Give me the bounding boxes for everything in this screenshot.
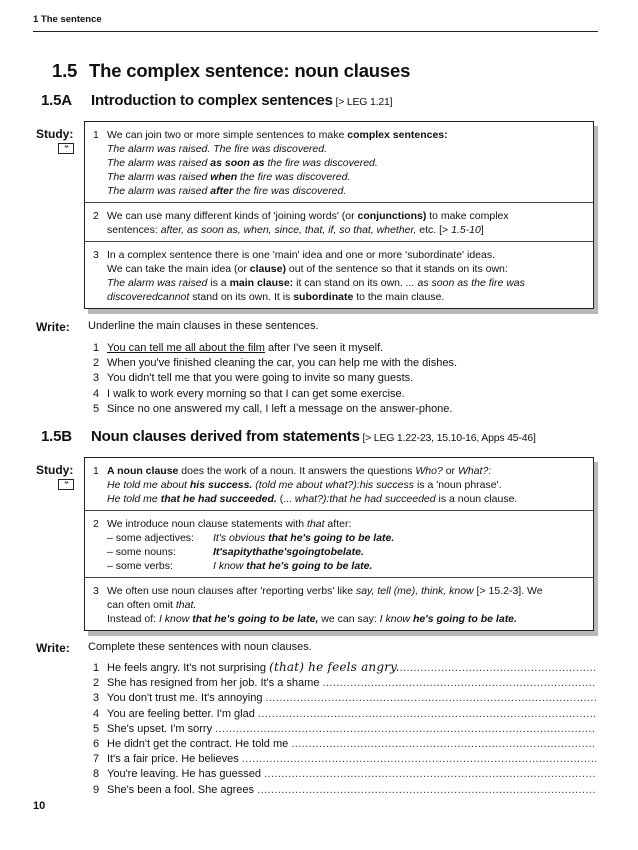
- exercise-a-4: 4 I walk to work every morning so that I can get some exercise.: [93, 387, 405, 400]
- study-a-point-2: 2 We can use many different kinds of 'joining words' (or conjunctions) to make complex sentences: after, as soon as, when, since, that, if, so that, whether, etc. [> 1.5-10]: [85, 202, 593, 241]
- exercise-b-9[interactable]: 9 She's been a fool. She agrees ..................................................................................................: [93, 783, 596, 796]
- study-label-a: Study:: [36, 127, 74, 141]
- section-a-title: Introduction to complex sentences: [91, 92, 333, 109]
- instruction-a: Underline the main clauses in these sentences.: [88, 320, 319, 332]
- exercise-b-1[interactable]: 1 He feels angry. It's not surprising (that) he feels angry..........................................................: [93, 660, 597, 674]
- exercise-b-6[interactable]: 6 He didn't get the contract. He told me ........................................................................................: [93, 738, 596, 751]
- section-a-ref: [> LEG 1.21]: [335, 96, 393, 108]
- section-b-ref: [> LEG 1.22-23, 15.10-16, Apps 45-46]: [362, 432, 536, 444]
- header-rule: [33, 31, 598, 32]
- instruction-b: Complete these sentences with noun clauses.: [88, 641, 312, 653]
- difficulty-stars-a: **: [58, 143, 74, 154]
- exercise-a-1: 1 You can tell me all about the film after I've seen it myself.: [93, 342, 384, 354]
- title-text: The complex sentence: noun clauses: [89, 60, 411, 81]
- exercise-b-8[interactable]: 8 You're leaving. He has guessed ................................................................................................: [93, 768, 596, 781]
- section-b-number: 1.5B: [41, 428, 72, 445]
- page-number: 10: [33, 800, 46, 812]
- title-number: 1.5: [52, 60, 78, 81]
- running-head: 1 The sentence: [33, 14, 102, 25]
- exercise-b-3[interactable]: 3 You don't trust me. It's annoying ................................................................................................: [93, 692, 598, 705]
- section-b-heading: [41, 428, 536, 445]
- section-a-heading: [41, 92, 392, 109]
- exercise-b-4[interactable]: 4 You are feeling better. I'm glad ..................................................................................................: [93, 707, 597, 720]
- study-b-point-3: 3 We often use noun clauses after 'reporting verbs' like say, tell (me), think, know [> 15.2-3]. We can often omit that. Instead of: I know that he's going to be late, we can say: I know he's going to be late.: [85, 577, 593, 630]
- handwritten-answer: (that) he feels angry.: [269, 660, 400, 674]
- study-b-point-2: 2 We introduce noun clause statements with that after: – some adjectives: It's obvious that he's going to be late. – some nouns: It'sapitythathe'sgoingtobelate. – some verbs: I know that he's going to be late.: [85, 510, 593, 577]
- exercise-a-2: 2 When you've finished cleaning the car, you can help me with the dishes.: [93, 357, 458, 370]
- write-label-b: Write:: [36, 641, 70, 655]
- section-b-title: Noun clauses derived from statements: [91, 428, 360, 445]
- exercise-a-3: 3 You didn't tell me that you were going to invite so many guests.: [93, 372, 414, 385]
- study-a-point-1: 1 We can join two or more simple sentences to make complex sentences: The alarm was raised. The fire was discovered. The alarm was raised as soon as the fire was discovered. The alarm was raised when the fire was discovered. The alarm was raised after the fire was discovered.: [93, 129, 448, 197]
- exercise-list-b: [93, 660, 598, 798]
- write-label-a: Write:: [36, 320, 70, 334]
- page-title: [52, 60, 410, 82]
- study-box-a: [84, 121, 594, 309]
- exercise-b-5[interactable]: 5 She's upset. I'm sorry ..............................................................................................................: [93, 722, 596, 735]
- exercise-list-a: [93, 341, 457, 417]
- exercise-b-2[interactable]: 2 She has resigned from her job. It's a shame ...............................................................................: [93, 677, 596, 690]
- study-label-b: Study:: [36, 463, 74, 477]
- study-b-point-1: 1 A noun clause does the work of a noun. It answers the questions Who? or What?: He told me about his success. (told me about what?):his success is a 'noun phrase'. He told me that he had succeeded. (... what?):that he had succeeded is a noun clause.: [93, 465, 518, 505]
- exercise-b-7[interactable]: 7 It's a fair price. He believes .......................................................................................................: [93, 753, 598, 766]
- study-box-b: [84, 457, 594, 631]
- section-a-number: 1.5A: [41, 92, 72, 109]
- difficulty-stars-b: **: [58, 479, 74, 490]
- exercise-a-5: 5 Since no one answered my call, I left a message on the answer-phone.: [93, 402, 453, 415]
- study-a-point-3: 3 In a complex sentence there is one 'main' idea and one or more 'subordinate' ideas. We can take the main idea (or clause) out of the sentence so that it stands on its own: The alarm was raised is a main clause: it can stand on its own. ... as soon as the fire was discoveredcannot stand on its own. It is subordinate to the main clause.: [85, 241, 593, 308]
